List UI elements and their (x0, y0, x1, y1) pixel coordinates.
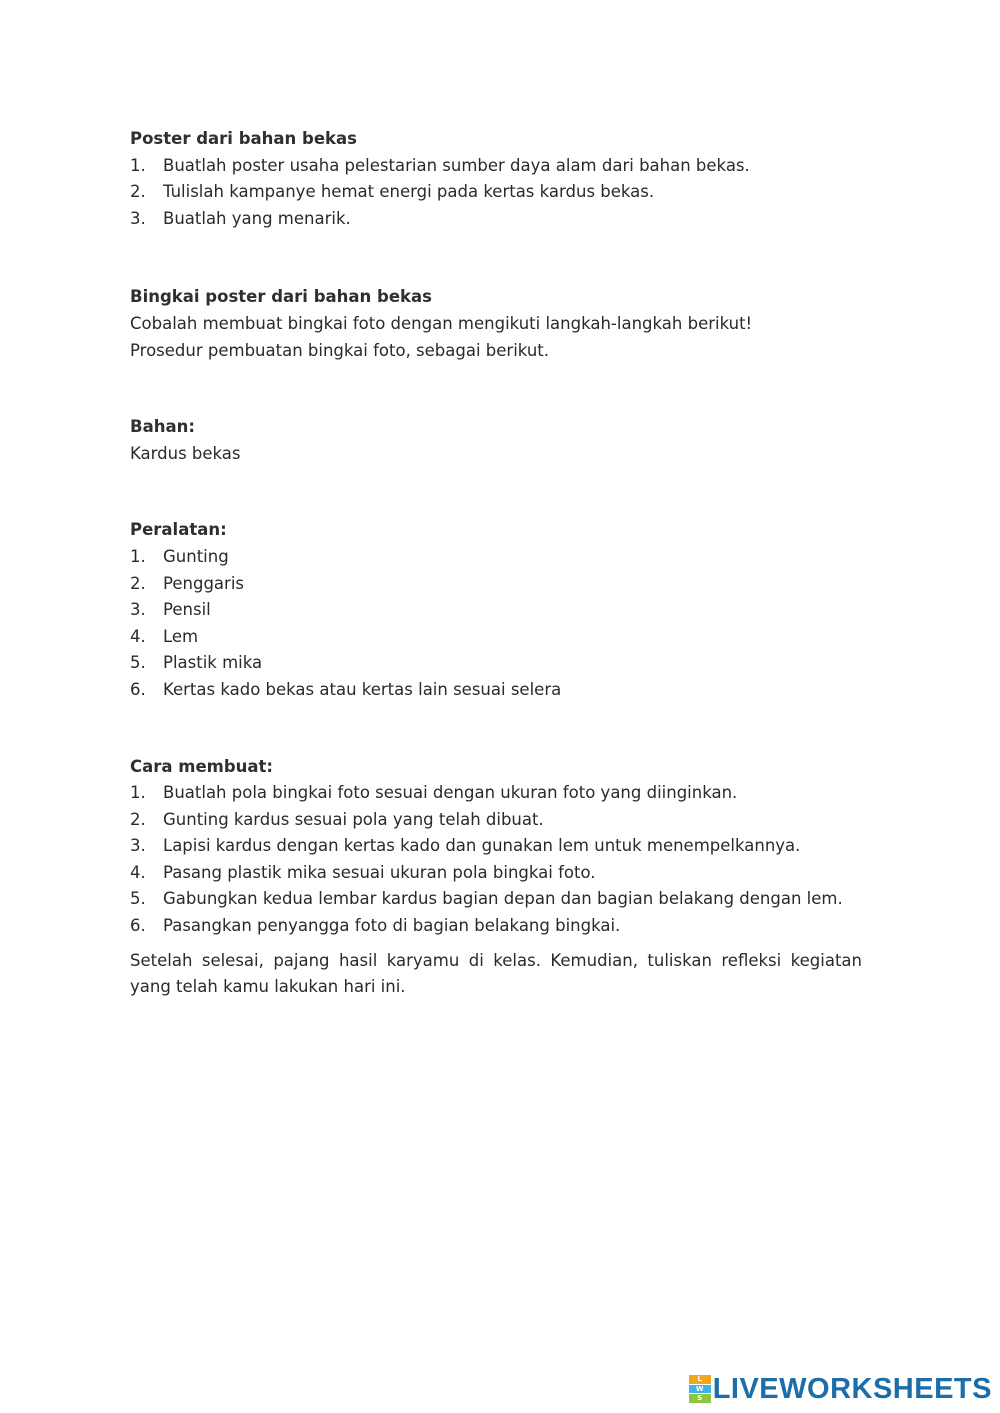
liveworksheets-watermark (689, 1373, 992, 1405)
cara-heading: Cara membuat: (130, 756, 274, 776)
bahan-heading: Bahan: (130, 417, 195, 437)
list-item: 5. Plastik mika (130, 653, 263, 673)
list-item: 3. Buatlah yang menarik. (130, 208, 351, 228)
list-item: 2. Gunting kardus sesuai pola yang telah dibuat. (130, 809, 544, 829)
bahan-text: Kardus bekas (130, 443, 241, 463)
peralatan-heading: Peralatan: (130, 520, 227, 540)
list-item: 4. Pasang plastik mika sesuai ukuran pola bingkai foto. (130, 862, 596, 882)
list-item: 2. Penggaris (130, 573, 244, 593)
poster-list (130, 153, 862, 233)
closing-paragraph: Setelah selesai, pajang hasil karyamu di kelas. Kemudian, tuliskan refleksi kegiatan yang telah kamu lakukan hari ini. (130, 950, 862, 997)
bingkai-intro-line2: Prosedur pembuatan bingkai foto, sebagai berikut. (130, 340, 550, 360)
list-item: 1. Buatlah pola bingkai foto sesuai dengan ukuran foto yang diinginkan. (130, 783, 738, 803)
list-item: 3. Lapisi kardus dengan kertas kado dan gunakan lem untuk menempelkannya. (130, 836, 801, 856)
bingkai-intro-line1: Cobalah membuat bingkai foto dengan mengikuti langkah-langkah berikut! (130, 313, 753, 333)
list-item: 1. Gunting (130, 546, 229, 566)
list-item: 6. Kertas kado bekas atau kertas lain sesuai selera (130, 679, 562, 699)
peralatan-list (130, 544, 862, 704)
bingkai-heading: Bingkai poster dari bahan bekas (130, 287, 432, 307)
list-item: 4. Lem (130, 626, 199, 646)
brand-name: LIVEWORKSHEETS (712, 1372, 992, 1405)
poster-heading: Poster dari bahan bekas (130, 129, 357, 148)
list-item: 1. Buatlah poster usaha pelestarian sumber daya alam dari bahan bekas. (130, 155, 750, 175)
cara-list (130, 780, 862, 940)
list-item: 5. Gabungkan kedua lembar kardus bagian depan dan bagian belakang dengan lem. (130, 889, 843, 909)
list-item: 2. Tulislah kampanye hemat energi pada kertas kardus bekas. (130, 182, 655, 202)
list-item: 3. Pensil (130, 600, 211, 620)
liveworksheets-logo-icon: L W S (689, 1375, 711, 1403)
list-item: 6. Pasangkan penyangga foto di bagian belakang bingkai. (130, 916, 621, 936)
worksheet-content (130, 126, 862, 1001)
